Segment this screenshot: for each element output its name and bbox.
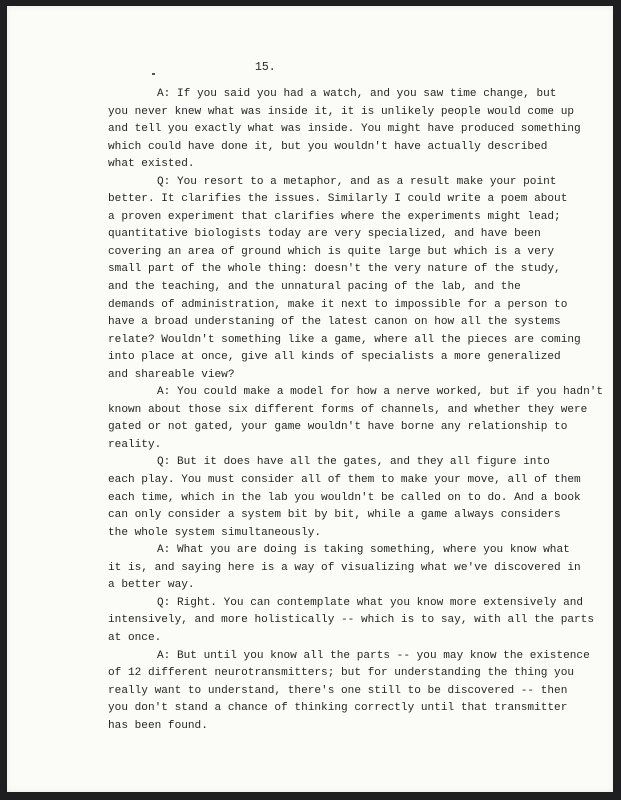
text-line: have a broad understaning of the latest canon on how all the systems bbox=[108, 316, 561, 329]
text-line: can only consider a system bit by bit, while a game always considers bbox=[108, 509, 561, 522]
transcript-body bbox=[108, 86, 604, 735]
text-line: and shareable view? bbox=[108, 368, 235, 381]
text-line: better. It clarifies the issues. Similarly I could write a poem about bbox=[108, 193, 568, 206]
text-line: it is, and saying here is a way of visualizing what we've discovered in bbox=[108, 561, 581, 574]
text-line: has been found. bbox=[108, 719, 208, 732]
text-line: what existed. bbox=[108, 158, 195, 171]
text-line: into place at once, give all kinds of specialists a more generalized bbox=[108, 351, 561, 364]
text-line: really want to understand, there's one still to be discovered -- then bbox=[108, 684, 568, 697]
page-number: 15. bbox=[255, 61, 276, 74]
text-line: and the teaching, and the unnatural pacing of the lab, and the bbox=[108, 281, 521, 294]
text-line: Q: But it does have all the gates, and they all figure into bbox=[157, 456, 550, 469]
text-line: A: If you said you had a watch, and you saw time change, but bbox=[157, 88, 557, 100]
text-line: A: What you are doing is taking something, where you know what bbox=[157, 544, 570, 557]
text-line: A: You could make a model for how a nerve worked, but if you hadn't bbox=[157, 386, 604, 399]
text-line: a better way. bbox=[108, 579, 195, 592]
text-line: a proven experiment that clarifies where the experiments might lead; bbox=[108, 210, 561, 223]
text-line: Q: You resort to a metaphor, and as a result make your point bbox=[157, 175, 557, 188]
text-line: each time, which in the lab you wouldn't be called on to do. And a book bbox=[108, 491, 581, 504]
text-line: Q: Right. You can contemplate what you know more extensively and bbox=[157, 596, 584, 609]
text-line: covering an area of ground which is quite large but which is a very bbox=[108, 245, 555, 258]
text-line: A: But until you know all the parts -- you may know the existence bbox=[157, 649, 590, 662]
text-line: at once. bbox=[108, 631, 162, 644]
text-line: quantitative biologists today are very specialized, and have been bbox=[108, 228, 541, 241]
text-line: reality. bbox=[108, 438, 162, 451]
text-line: the whole system simultaneously. bbox=[108, 526, 322, 539]
text-line: you never knew what was inside it, it is unlikely people would come up bbox=[108, 105, 575, 118]
text-line: known about those six different forms of channels, and whether they were bbox=[108, 403, 588, 416]
text-line: demands of administration, make it next to impossible for a person to bbox=[108, 298, 568, 311]
text-line: and tell you exactly what was inside. You might have produced something bbox=[108, 123, 581, 136]
text-line: relate? Wouldn't something like a game, where all the pieces are coming bbox=[108, 333, 581, 346]
text-line: you don't stand a chance of thinking correctly until that transmitter bbox=[108, 702, 568, 715]
text-line: gated or not gated, your game wouldn't have borne any relationship to bbox=[108, 421, 568, 434]
stray-mark bbox=[152, 73, 155, 75]
text-line: each play. You must consider all of them to make your move, all of them bbox=[108, 474, 581, 487]
text-line: of 12 different neurotransmitters; but for understanding the thing you bbox=[108, 667, 575, 680]
text-line: small part of the whole thing: doesn't the very nature of the study, bbox=[108, 263, 561, 276]
text-line: intensively, and more holistically -- which is to say, with all the parts bbox=[108, 614, 594, 627]
text-line: which could have done it, but you wouldn't have actually described bbox=[108, 140, 548, 153]
